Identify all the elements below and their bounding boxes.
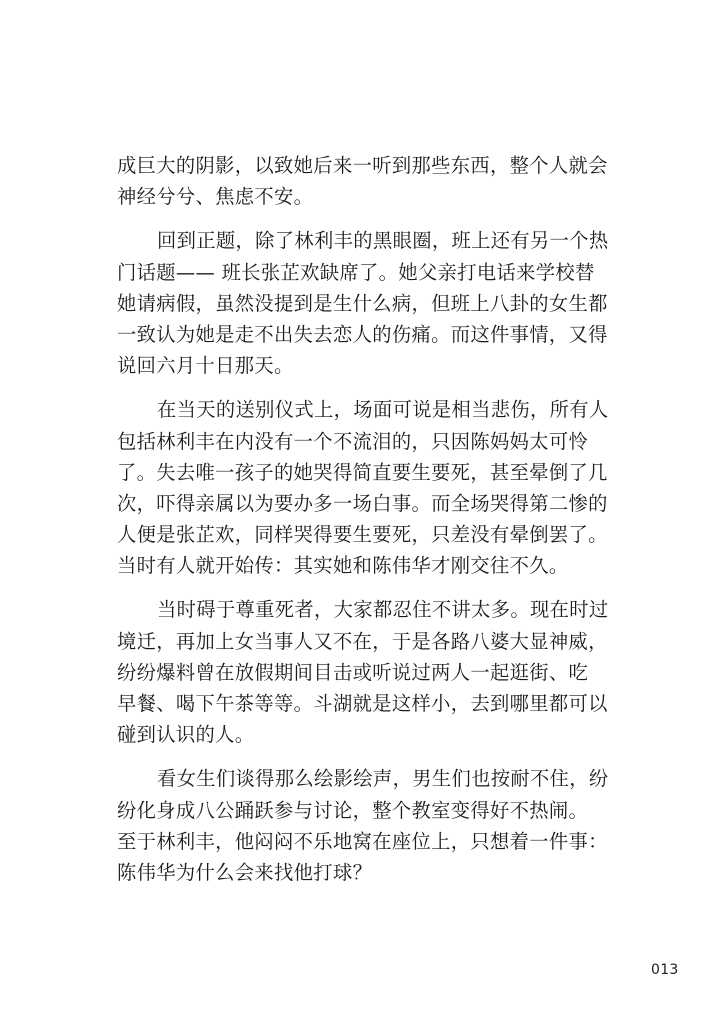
paragraph-5 [117,763,617,888]
text-line: 陈伟华为什么会来找他打球？ [117,860,373,884]
text-line: 说回六月十日那天。 [117,354,294,378]
text-line: 当时碍于尊重死者，大家都忍住不讲太多。现在时过 [157,598,609,622]
text-line: 成巨大的阴影，以致她后来一听到那些东西，整个人就会 [117,154,608,177]
paragraph-2 [117,225,617,381]
text-line: 包括林利丰在内没有一个不流泪的，只因陈妈妈太可怜 [117,429,589,453]
text-line: 一致认为她是走不出失去恋人的伤痛。而这件事情，又得 [117,322,608,346]
paragraph-1 [117,150,617,212]
text-line: 纷化身成八公踊跃参与讨论，整个教室变得好不热闹。 [117,798,589,822]
text-line: 看女生们谈得那么绘影绘声，男生们也按耐不住，纷 [157,767,609,791]
text-line: 在当天的送别仪式上，场面可说是相当悲伤，所有人 [157,398,609,422]
text-line: 至于林利丰，他闷闷不乐地窝在座位上，只想着一件事： [117,829,608,853]
paragraph-3 [117,394,617,581]
text-line: 她请病假，虽然没提到是生什么病，但班上八卦的女生都 [117,291,608,315]
text-line: 碰到认识的人。 [117,723,255,747]
body-text [117,150,617,888]
text-line: 早餐、喝下午茶等等。斗湖就是这样小，去到哪里都可以 [117,692,608,715]
text-line: 当时有人就开始传：其实她和陈伟华才刚交往不久。 [117,554,569,578]
paragraph-4 [117,594,617,750]
text-line: 门话题—— 班长张芷欢缺席了。她父亲打电话来学校替 [117,260,595,284]
page-number: 013 [651,962,679,978]
text-line: 次，吓得亲属以为要办多一场白事。而全场哭得第二惨的 [117,491,608,515]
text-line: 回到正题，除了林利丰的黑眼圈，班上还有另一个热 [157,229,609,253]
text-line: 人便是张芷欢，同样哭得要生要死，只差没有晕倒罢了。 [117,523,608,547]
text-line: 纷纷爆料曾在放假期间目击或听说过两人一起逛街、吃 [117,660,589,684]
text-line: 了。失去唯一孩子的她哭得简直要生要死，甚至晕倒了几 [117,460,608,484]
text-line: 神经兮兮、焦虑不安。 [117,185,314,209]
text-line: 境迁，再加上女当事人又不在，于是各路八婆大显神威， [117,629,608,653]
